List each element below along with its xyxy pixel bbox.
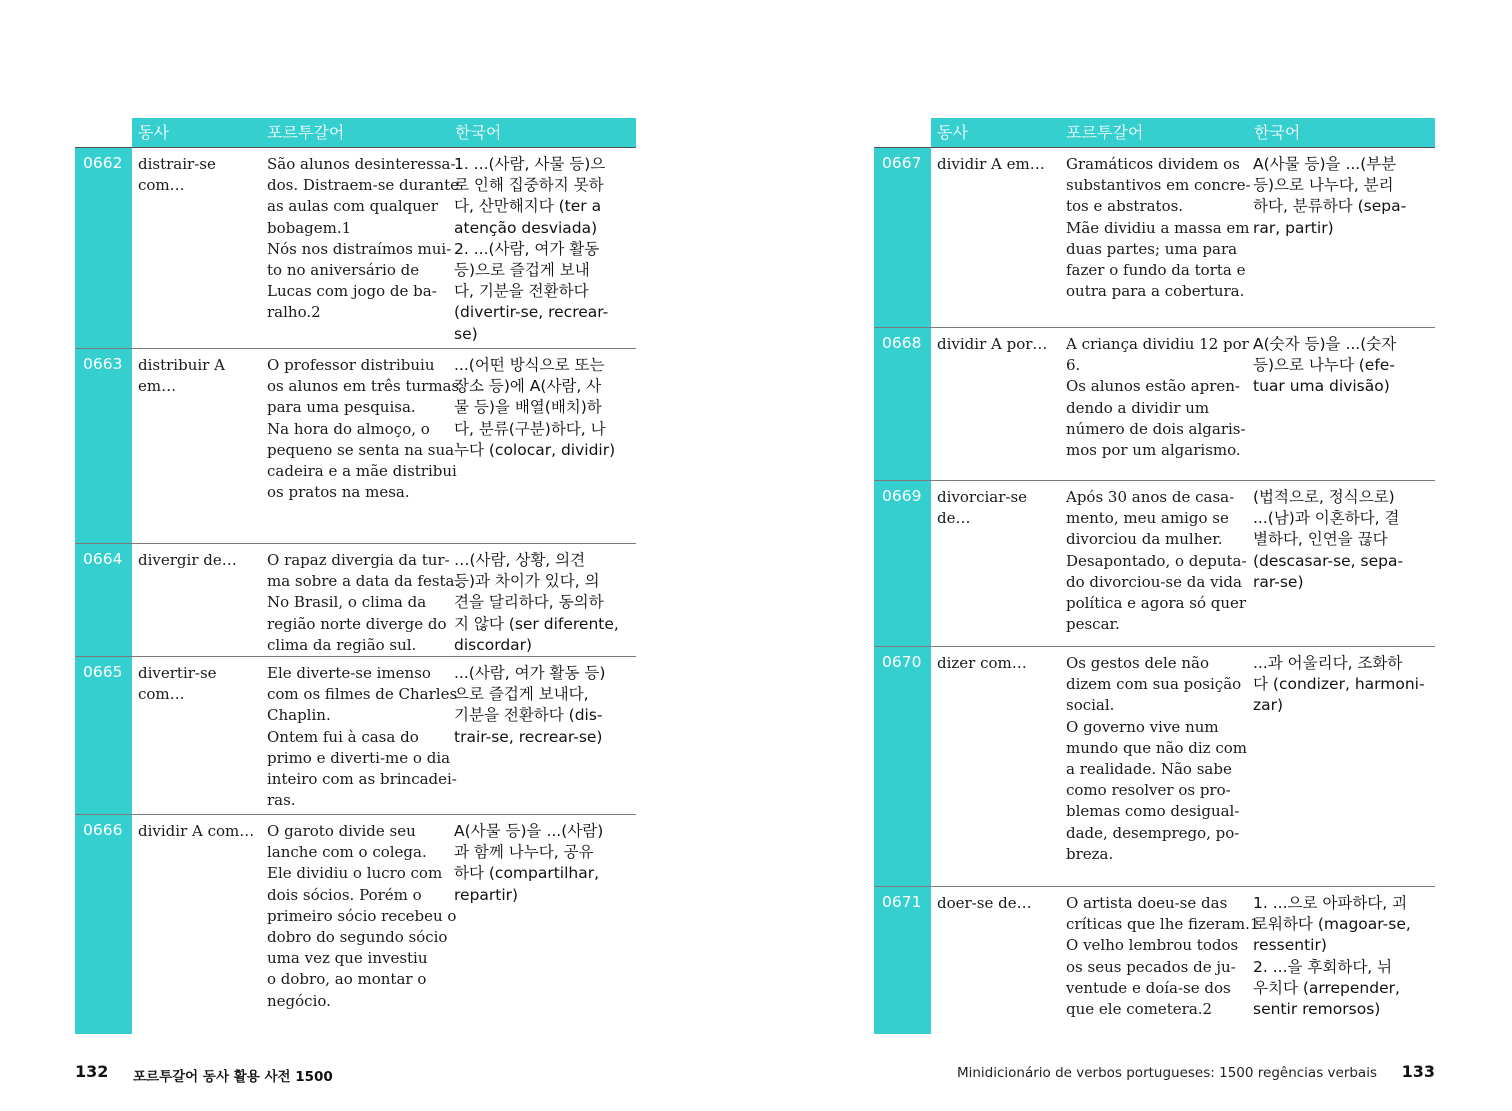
- example-line: política e agora só quer: [1066, 594, 1247, 613]
- example-line: negócio.: [267, 991, 331, 1010]
- example-line: primo e diverti-me o dia: [267, 748, 451, 767]
- book-title-portuguese: Minidicionário de verbos portugueses: 1500 regências verbais: [956, 1065, 1377, 1081]
- example-line: pescar.: [1066, 615, 1120, 634]
- meaning-line: ...과 어울리다, 조화하: [1253, 654, 1403, 672]
- entry-number: 0665: [75, 657, 132, 814]
- example-line: ventude e doía-se dos: [1066, 978, 1231, 997]
- meaning-line: (descasar-se, sepa-: [1253, 551, 1404, 570]
- verb-cell: [931, 887, 1060, 1034]
- meaning-line: (divertir-se, recrear-: [454, 303, 609, 322]
- verb-line: com…: [138, 176, 185, 195]
- example-line: pequeno se senta na sua: [267, 440, 455, 459]
- verb-line: divorciar-se: [937, 488, 1028, 506]
- example-line: Lucas com jogo de ba-: [267, 282, 437, 301]
- example-line: Gramáticos dividem os: [1066, 155, 1240, 173]
- meaning-line: rar, partir): [1253, 218, 1334, 237]
- header-portuguese: 포르투갈어: [261, 118, 449, 147]
- meaning-line: 하다, 분류하다 (sepa-: [1253, 197, 1407, 216]
- verb-cell: [931, 481, 1060, 646]
- example-line: uma vez que investiu: [267, 949, 428, 968]
- table-row: [874, 886, 1435, 1034]
- meaning-line: ...(어떤 방식으로 또는: [454, 356, 605, 374]
- example-line: Chaplin.: [267, 706, 331, 725]
- example-line: ras.: [267, 791, 296, 810]
- meaning-line: A(사물 등)을 ...(부분: [1253, 155, 1397, 173]
- example-line: dos. Distraem-se durante: [267, 176, 459, 195]
- meaning-line: 등)으로 즐겁게 보내: [454, 261, 590, 280]
- example-line: Ele dividiu o lucro com: [267, 864, 443, 883]
- entry-number: 0667: [874, 148, 931, 327]
- meaning-line: 별하다, 인연을 끊다: [1253, 530, 1388, 549]
- meaning-line: 누다 (colocar, dividir): [454, 440, 616, 459]
- table-header: [75, 118, 636, 147]
- table-row: [874, 148, 1435, 327]
- example-line: O artista doeu-se das: [1066, 894, 1228, 912]
- korean-meaning-cell: [449, 544, 636, 656]
- meaning-line: 다, 기분을 전환하다: [454, 282, 589, 301]
- example-line: número de dois algaris-: [1066, 419, 1246, 438]
- meaning-line: 등)과 차이가 있다, 의: [454, 572, 600, 591]
- meaning-line: 등)으로 나누다, 분리: [1253, 176, 1394, 195]
- meaning-line: (법적으로, 정식으로): [1253, 488, 1395, 506]
- entry-table: [75, 147, 636, 1034]
- meaning-line: 견을 달리하다, 동의하: [454, 593, 604, 612]
- header-portuguese: 포르투갈어: [1060, 118, 1248, 147]
- meaning-line: 다, 분류(구분)하다, 나: [454, 419, 606, 438]
- verb-line: dividir A em…: [937, 155, 1045, 173]
- korean-meaning-cell: [1248, 481, 1435, 646]
- example-line: o dobro, ao montar o: [267, 970, 427, 989]
- meaning-line: 2. ...(사람, 여가 활동: [454, 239, 600, 258]
- meaning-line: se): [454, 324, 478, 343]
- portuguese-example-cell: [1060, 148, 1251, 327]
- example-line: O garoto divide seu: [267, 822, 416, 840]
- example-line: No Brasil, o clima da: [267, 593, 427, 612]
- meaning-line: tuar uma divisão): [1253, 377, 1390, 396]
- table-row: [874, 480, 1435, 646]
- entry-number: 0668: [874, 328, 931, 480]
- example-line: Ele diverte-se imenso: [267, 664, 431, 682]
- left-page: [75, 118, 636, 1034]
- example-line: como resolver os pro-: [1066, 781, 1231, 800]
- meaning-line: ressentir): [1253, 936, 1327, 955]
- verb-line: dividir A por…: [937, 335, 1048, 353]
- portuguese-example-cell: [1060, 328, 1248, 480]
- entry-number: 0662: [75, 148, 132, 348]
- meaning-line: 으로 즐겁게 보내다,: [454, 685, 589, 704]
- example-line: ralho.2: [267, 303, 321, 322]
- example-line: substantivos em concre-: [1066, 176, 1251, 195]
- korean-meaning-cell: [1248, 887, 1435, 1034]
- verb-cell: [931, 328, 1060, 480]
- example-line: social.: [1066, 696, 1115, 715]
- meaning-line: 2. ...을 후회하다, 뉘: [1253, 957, 1393, 976]
- verb-cell: [132, 544, 261, 656]
- verb-line: distribuir A: [138, 356, 225, 374]
- example-line: Os alunos estão apren-: [1066, 377, 1240, 396]
- verb-cell: [132, 657, 261, 814]
- meaning-line: sentir remorsos): [1253, 1000, 1381, 1019]
- meaning-line: atenção desviada): [454, 218, 598, 237]
- table-header: [874, 118, 1435, 147]
- meaning-line: ...(남)과 이혼하다, 결: [1253, 509, 1400, 528]
- example-line: O rapaz divergia da tur-: [267, 551, 450, 569]
- verb-line: dividir A com…: [138, 822, 255, 840]
- meaning-line: 우치다 (arrepender,: [1253, 978, 1400, 997]
- meaning-line: rar-se): [1253, 572, 1304, 591]
- meaning-line: 과 함께 나누다, 공유: [454, 843, 594, 862]
- verb-line: distrair-se: [138, 155, 216, 173]
- example-line: primeiro sócio recebeu o: [267, 906, 457, 925]
- portuguese-example-cell: [261, 657, 458, 814]
- header-korean: 한국어: [449, 118, 636, 147]
- example-line: inteiro com as brincadei-: [267, 770, 457, 789]
- meaning-line: 1. ...으로 아파하다, 괴: [1253, 894, 1408, 912]
- table-row: [75, 543, 636, 656]
- example-line: O governo vive num: [1066, 717, 1219, 736]
- meaning-line: …(사람, 상황, 의견: [454, 551, 586, 569]
- meaning-line: A(사물 등)을 ...(사람): [454, 822, 604, 840]
- table-row: [75, 348, 636, 543]
- meaning-line: 등)으로 나누다 (efe-: [1253, 356, 1395, 375]
- meaning-line: 로워하다 (magoar-se,: [1253, 915, 1411, 934]
- page-number-left: 132: [75, 1062, 109, 1081]
- header-korean: 한국어: [1248, 118, 1435, 147]
- header-verb: 동사: [132, 118, 261, 147]
- entry-number: 0670: [874, 647, 931, 886]
- portuguese-example-cell: [261, 544, 460, 656]
- example-line: dade, desemprego, po-: [1066, 823, 1240, 842]
- entry-number: 0663: [75, 349, 132, 543]
- meaning-line: trair-se, recrear-se): [454, 727, 603, 746]
- example-line: Ontem fui à casa do: [267, 727, 419, 746]
- portuguese-example-cell: [261, 349, 460, 543]
- example-line: dizem com sua posição: [1066, 675, 1242, 694]
- example-line: clima da região sul.: [267, 635, 417, 654]
- header-verb: 동사: [931, 118, 1060, 147]
- portuguese-example-cell: [261, 815, 457, 1034]
- example-line: que ele cometera.2: [1066, 1000, 1213, 1019]
- meaning-line: 다 (condizer, harmoni-: [1253, 675, 1425, 694]
- meaning-line: A(숫자 등)을 ...(숫자: [1253, 335, 1397, 353]
- example-line: para uma pesquisa.: [267, 398, 416, 417]
- verb-line: doer-se de…: [937, 894, 1032, 912]
- example-line: mos por um algarismo.: [1066, 441, 1241, 460]
- example-line: divorciou da mulher.: [1066, 530, 1223, 549]
- example-line: os seus pecados de ju-: [1066, 957, 1236, 976]
- example-line: A criança dividiu 12 por: [1066, 335, 1249, 353]
- korean-meaning-cell: [449, 815, 636, 1034]
- meaning-line: 로 인해 집중하지 못하: [454, 176, 604, 195]
- page-number-right: 133: [1401, 1062, 1435, 1081]
- verb-cell: [132, 349, 261, 543]
- entry-number: 0671: [874, 887, 931, 1034]
- meaning-line: discordar): [454, 635, 533, 654]
- example-line: fazer o fundo da torta e: [1066, 261, 1246, 280]
- meaning-line: ...(사람, 여가 활동 등): [454, 664, 606, 682]
- example-line: bobagem.1: [267, 218, 352, 237]
- example-line: outra para a cobertura.: [1066, 282, 1245, 301]
- example-line: críticas que lhe fizeram.1: [1066, 915, 1260, 934]
- example-line: os alunos em três turmas: [267, 377, 460, 396]
- example-line: Desapontado, o deputa-: [1066, 551, 1247, 570]
- korean-meaning-cell: [449, 148, 636, 348]
- example-line: a realidade. Não sabe: [1066, 760, 1232, 779]
- example-line: lanche com o colega.: [267, 843, 427, 862]
- portuguese-example-cell: [261, 148, 459, 348]
- entry-table: [874, 147, 1435, 1034]
- example-line: do divorciou-se da vida: [1066, 572, 1242, 591]
- meaning-line: 물 등)을 배열(배치)하: [454, 398, 602, 417]
- korean-meaning-cell: [1248, 328, 1435, 480]
- right-page: [874, 118, 1435, 1034]
- korean-meaning-cell: [1248, 647, 1435, 886]
- example-line: os pratos na mesa.: [267, 483, 410, 502]
- example-line: dois sócios. Porém o: [267, 885, 422, 904]
- korean-meaning-cell: [1248, 148, 1435, 327]
- verb-line: em…: [138, 377, 177, 396]
- verb-cell: [132, 148, 261, 348]
- example-line: tos e abstratos.: [1066, 197, 1184, 216]
- example-line: as aulas com qualquer: [267, 197, 438, 216]
- entry-number: 0664: [75, 544, 132, 656]
- table-row: [75, 656, 636, 814]
- example-line: O velho lembrou todos: [1066, 936, 1239, 955]
- example-line: dendo a dividir um: [1066, 398, 1210, 417]
- portuguese-example-cell: [1060, 481, 1248, 646]
- meaning-line: 하다 (compartilhar,: [454, 864, 600, 883]
- meaning-line: 지 않다 (ser diferente,: [454, 614, 619, 633]
- example-line: blemas como desigual-: [1066, 802, 1240, 821]
- verb-line: divergir de…: [138, 551, 237, 569]
- meaning-line: 장소 등)에 A(사람, 사: [454, 377, 602, 396]
- example-line: mento, meu amigo se: [1066, 509, 1229, 528]
- verb-cell: [931, 148, 1060, 327]
- meaning-line: 1. ...(사람, 사물 등)으: [454, 155, 606, 173]
- example-line: Após 30 anos de casa-: [1066, 488, 1235, 506]
- portuguese-example-cell: [1060, 647, 1248, 886]
- table-row: [874, 327, 1435, 480]
- meaning-line: repartir): [454, 885, 519, 904]
- example-line: duas partes; uma para: [1066, 239, 1238, 258]
- verb-cell: [132, 815, 261, 1034]
- korean-meaning-cell: [449, 349, 636, 543]
- verb-cell: [931, 647, 1060, 886]
- example-line: breza.: [1066, 844, 1114, 863]
- book-title-korean: 포르투갈어 동사 활용 사전 1500: [133, 1069, 333, 1085]
- example-line: região norte diverge do: [267, 614, 447, 633]
- meaning-line: 다, 산만해지다 (ter a: [454, 197, 602, 216]
- example-line: to no aniversário de: [267, 261, 420, 280]
- example-line: São alunos desinteressa-: [267, 155, 456, 173]
- verb-line: dizer com…: [937, 654, 1027, 672]
- portuguese-example-cell: [1060, 887, 1260, 1034]
- verb-line: de…: [937, 509, 971, 528]
- table-row: [874, 646, 1435, 886]
- example-line: cadeira e a mãe distribui: [267, 462, 457, 481]
- korean-meaning-cell: [449, 657, 636, 814]
- table-row: [75, 814, 636, 1034]
- table-row: [75, 148, 636, 348]
- example-line: ma sobre a data da festa.: [267, 572, 460, 591]
- example-line: mundo que não diz com: [1066, 738, 1247, 757]
- example-line: Na hora do almoço, o: [267, 419, 430, 438]
- meaning-line: 기분을 전환하다 (dis-: [454, 706, 603, 725]
- entry-number: 0666: [75, 815, 132, 1034]
- example-line: dobro do segundo sócio: [267, 928, 448, 947]
- example-line: 6.: [1066, 356, 1081, 375]
- verb-line: divertir-se: [138, 664, 217, 682]
- entry-number: 0669: [874, 481, 931, 646]
- example-line: com os filmes de Charles: [267, 685, 458, 704]
- example-line: Os gestos dele não: [1066, 654, 1210, 672]
- example-line: Nós nos distraímos mui-: [267, 239, 452, 258]
- example-line: O professor distribuiu: [267, 356, 435, 374]
- meaning-line: zar): [1253, 696, 1284, 715]
- verb-line: com…: [138, 685, 185, 704]
- example-line: Mãe dividiu a massa em: [1066, 218, 1250, 237]
